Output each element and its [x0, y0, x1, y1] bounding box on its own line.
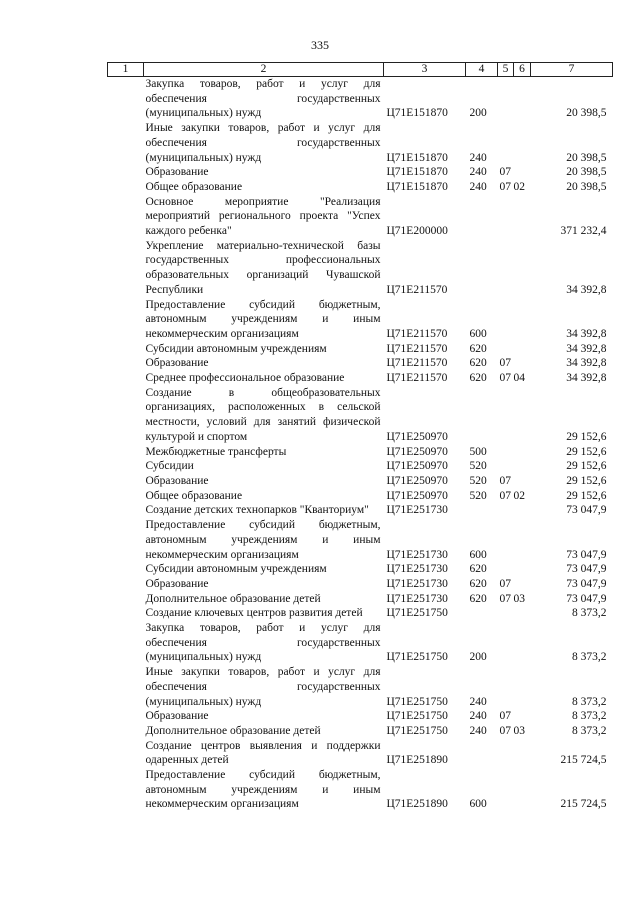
target-code: Ц71Е251730	[386, 548, 448, 561]
subsection-code	[514, 562, 531, 577]
blank-cell	[108, 356, 144, 371]
amount: 8 373,2	[572, 695, 607, 708]
table-row	[108, 298, 613, 342]
target-code: Ц71Е200000	[386, 225, 448, 238]
item-name: Иные закупки товаров, работ и услуг для обеспечения государственных (муниципальных) нужд	[145, 122, 381, 164]
item-name: Основное мероприятие "Реализация мероприятий регионального проекта "Успех каждого ребенка"	[145, 195, 381, 238]
target-code: Ц71Е251730	[386, 577, 448, 590]
expense-type: 620	[469, 357, 487, 370]
blank-cell	[108, 577, 144, 592]
table-row	[108, 709, 613, 724]
target-code: Ц71Е250970	[386, 445, 448, 458]
expense-type: 620	[469, 563, 487, 576]
target-code: Ц71Е211570	[386, 342, 448, 355]
amount: 215 724,5	[560, 798, 607, 811]
blank-cell	[108, 342, 144, 357]
expense-type: 620	[469, 592, 487, 605]
section-code	[498, 445, 514, 460]
subsection-code	[514, 621, 531, 665]
target-code: Ц71Е251730	[386, 504, 448, 517]
section-code	[498, 768, 514, 812]
table-row	[108, 606, 613, 621]
blank-cell	[108, 724, 144, 739]
amount: 8 373,2	[572, 607, 607, 620]
blank-cell	[108, 459, 144, 474]
expense-type	[466, 606, 498, 621]
subsection-code: 02	[513, 489, 525, 502]
header-col-3: 3	[384, 63, 466, 77]
amount: 20 398,5	[566, 107, 607, 120]
blank-cell	[108, 768, 144, 812]
amount: 29 152,6	[566, 474, 607, 487]
table-row	[108, 577, 613, 592]
table-body	[108, 77, 613, 813]
item-name: Субсидии	[145, 460, 194, 473]
table-row	[108, 356, 613, 371]
amount: 20 398,5	[566, 180, 607, 193]
item-name: Укрепление материально-технической базы государственных профессиональных образовательных организаций Чувашской Республики	[145, 239, 381, 296]
blank-cell	[108, 562, 144, 577]
target-code: Ц71Е151870	[386, 180, 448, 193]
subsection-code	[514, 121, 531, 165]
expense-type	[466, 195, 498, 239]
target-code: Ц71Е251730	[386, 563, 448, 576]
subsection-code	[514, 768, 531, 812]
section-code: 07	[499, 489, 511, 502]
subsection-code	[514, 195, 531, 239]
blank-cell	[108, 474, 144, 489]
section-code	[498, 562, 514, 577]
amount: 8 373,2	[572, 710, 607, 723]
blank-cell	[108, 606, 144, 621]
blank-cell	[108, 77, 144, 122]
table-row	[108, 562, 613, 577]
target-code: Ц71Е251890	[386, 798, 448, 811]
table-row	[108, 592, 613, 607]
section-code: 07	[499, 166, 511, 179]
item-name: Создание детских технопарков "Кванториум"	[145, 504, 369, 517]
blank-cell	[108, 121, 144, 165]
amount: 215 724,5	[560, 754, 607, 767]
section-code	[498, 121, 514, 165]
expense-type: 240	[469, 695, 487, 708]
subsection-code	[514, 165, 531, 180]
header-col-6: 6	[514, 63, 531, 77]
table-row	[108, 121, 613, 165]
subsection-code	[514, 474, 531, 489]
expense-type: 240	[469, 166, 487, 179]
subsection-code	[514, 503, 531, 518]
target-code: Ц71Е250970	[386, 430, 448, 443]
expense-type	[466, 739, 498, 768]
item-name: Иные закупки товаров, работ и услуг для обеспечения государственных (муниципальных) нужд	[145, 666, 381, 708]
section-code	[498, 386, 514, 445]
table-row	[108, 371, 613, 386]
item-name: Образование	[145, 577, 209, 590]
item-name: Предоставление субсидий бюджетным, автономным учреждениям и иным некоммерческим организациям	[145, 298, 381, 340]
amount: 34 392,8	[566, 342, 607, 355]
target-code: Ц71Е211570	[386, 372, 448, 385]
blank-cell	[108, 489, 144, 504]
table-row	[108, 503, 613, 518]
expense-type	[466, 386, 498, 445]
blank-cell	[108, 621, 144, 665]
subsection-code	[514, 577, 531, 592]
item-name: Дополнительное образование детей	[145, 724, 321, 737]
table-row	[108, 489, 613, 504]
table-row	[108, 621, 613, 665]
subsection-code	[514, 239, 531, 298]
amount: 73 047,9	[566, 563, 607, 576]
table-row	[108, 459, 613, 474]
amount: 73 047,9	[566, 548, 607, 561]
amount: 34 392,8	[566, 283, 607, 296]
section-code	[498, 606, 514, 621]
blank-cell	[108, 165, 144, 180]
table-row	[108, 665, 613, 709]
table-header	[108, 63, 613, 77]
target-code: Ц71Е151870	[386, 166, 448, 179]
subsection-code	[514, 518, 531, 562]
section-code: 07	[499, 577, 511, 590]
table-row	[108, 445, 613, 460]
table-row	[108, 768, 613, 812]
expense-type: 240	[469, 724, 487, 737]
subsection-code	[514, 356, 531, 371]
item-name: Среднее профессиональное образование	[145, 372, 345, 385]
amount: 8 373,2	[572, 651, 607, 664]
section-code	[498, 195, 514, 239]
section-code: 07	[499, 180, 511, 193]
amount: 73 047,9	[566, 504, 607, 517]
section-code: 07	[499, 474, 511, 487]
amount: 73 047,9	[566, 592, 607, 605]
subsection-code	[514, 709, 531, 724]
item-name: Создание ключевых центров развития детей	[145, 607, 363, 620]
target-code: Ц71Е211570	[386, 327, 448, 340]
subsection-code	[514, 77, 531, 122]
section-code	[498, 239, 514, 298]
header-col-4: 4	[466, 63, 498, 77]
section-code	[498, 665, 514, 709]
table-row	[108, 195, 613, 239]
expense-type: 200	[469, 651, 487, 664]
subsection-code	[514, 459, 531, 474]
item-name: Образование	[145, 166, 209, 179]
expense-type	[466, 239, 498, 298]
expense-type: 600	[469, 327, 487, 340]
target-code: Ц71Е251750	[386, 724, 448, 737]
blank-cell	[108, 445, 144, 460]
blank-cell	[108, 195, 144, 239]
subsection-code: 02	[513, 180, 525, 193]
table-row	[108, 239, 613, 298]
target-code: Ц71Е251730	[386, 592, 448, 605]
item-name: Предоставление субсидий бюджетным, автономным учреждениям и иным некоммерческим организациям	[145, 769, 381, 811]
target-code: Ц71Е251750	[386, 695, 448, 708]
expense-type: 240	[469, 151, 487, 164]
blank-cell	[108, 592, 144, 607]
target-code: Ц71Е151870	[386, 107, 448, 120]
table-row	[108, 724, 613, 739]
target-code: Ц71Е250970	[386, 460, 448, 473]
section-code	[498, 342, 514, 357]
blank-cell	[108, 739, 144, 768]
item-name: Закупка товаров, работ и услуг для обеспечения государственных (муниципальных) нужд	[145, 622, 381, 664]
table-row	[108, 739, 613, 768]
expense-type: 620	[469, 372, 487, 385]
subsection-code: 03	[513, 592, 525, 605]
amount: 371 232,4	[560, 225, 607, 238]
item-name: Образование	[145, 357, 209, 370]
table-row	[108, 386, 613, 445]
section-code	[498, 298, 514, 342]
section-code	[498, 459, 514, 474]
subsection-code: 03	[513, 724, 525, 737]
section-code: 07	[499, 710, 511, 723]
item-name: Образование	[145, 474, 209, 487]
expense-type: 620	[469, 342, 487, 355]
expense-type: 600	[469, 548, 487, 561]
subsection-code	[514, 386, 531, 445]
item-name: Создание в общеобразовательных организациях, расположенных в сельской местности, условий для занятий физической культурой и спортом	[145, 386, 381, 443]
amount: 29 152,6	[566, 460, 607, 473]
blank-cell	[108, 503, 144, 518]
amount: 29 152,6	[566, 430, 607, 443]
section-code: 07	[499, 724, 511, 737]
subsection-code	[514, 342, 531, 357]
table-row	[108, 474, 613, 489]
expense-type: 620	[469, 577, 487, 590]
blank-cell	[108, 709, 144, 724]
blank-cell	[108, 518, 144, 562]
subsection-code	[514, 606, 531, 621]
amount: 73 047,9	[566, 577, 607, 590]
subsection-code	[514, 739, 531, 768]
item-name: Межбюджетные трансферты	[145, 445, 287, 458]
subsection-code: 04	[513, 372, 525, 385]
target-code: Ц71Е211570	[386, 357, 448, 370]
table-row	[108, 518, 613, 562]
header-col-2: 2	[144, 63, 384, 77]
item-name: Дополнительное образование детей	[145, 592, 321, 605]
header-col-1: 1	[108, 63, 144, 77]
blank-cell	[108, 298, 144, 342]
blank-cell	[108, 665, 144, 709]
section-code	[498, 503, 514, 518]
item-name: Создание центров выявления и поддержки одаренных детей	[145, 739, 381, 767]
section-code	[498, 621, 514, 665]
expense-type: 240	[469, 180, 487, 193]
amount: 34 392,8	[566, 372, 607, 385]
blank-cell	[108, 371, 144, 386]
expense-type: 520	[469, 460, 487, 473]
expense-type: 500	[469, 445, 487, 458]
target-code: Ц71Е250970	[386, 474, 448, 487]
table-row	[108, 165, 613, 180]
amount: 29 152,6	[566, 445, 607, 458]
table-row	[108, 180, 613, 195]
table-row	[108, 342, 613, 357]
section-code	[498, 739, 514, 768]
amount: 8 373,2	[572, 724, 607, 737]
item-name: Предоставление субсидий бюджетным, автономным учреждениям и иным некоммерческим организациям	[145, 519, 381, 561]
amount: 20 398,5	[566, 151, 607, 164]
item-name: Общее образование	[145, 489, 243, 502]
target-code: Ц71Е211570	[386, 283, 448, 296]
amount: 34 392,8	[566, 357, 607, 370]
item-name: Образование	[145, 710, 209, 723]
item-name: Субсидии автономным учреждениям	[145, 563, 327, 576]
blank-cell	[108, 386, 144, 445]
expense-type: 520	[469, 474, 487, 487]
amount: 34 392,8	[566, 327, 607, 340]
target-code: Ц71Е151870	[386, 151, 448, 164]
target-code: Ц71Е250970	[386, 489, 448, 502]
subsection-code	[514, 665, 531, 709]
amount: 29 152,6	[566, 489, 607, 502]
expense-type: 520	[469, 489, 487, 502]
item-name: Общее образование	[145, 180, 243, 193]
header-col-7: 7	[531, 63, 613, 77]
section-code	[498, 518, 514, 562]
table-row	[108, 77, 613, 122]
expense-type: 200	[469, 107, 487, 120]
section-code: 07	[499, 592, 511, 605]
section-code	[498, 77, 514, 122]
budget-table	[107, 62, 613, 812]
section-code: 07	[499, 357, 511, 370]
item-name: Закупка товаров, работ и услуг для обеспечения государственных (муниципальных) нужд	[145, 78, 381, 120]
expense-type	[466, 503, 498, 518]
target-code: Ц71Е251750	[386, 607, 448, 620]
header-col-5: 5	[498, 63, 514, 77]
target-code: Ц71Е251750	[386, 710, 448, 723]
item-name: Субсидии автономным учреждениям	[145, 342, 327, 355]
section-code: 07	[499, 372, 511, 385]
subsection-code	[514, 445, 531, 460]
target-code: Ц71Е251750	[386, 651, 448, 664]
target-code: Ц71Е251890	[386, 754, 448, 767]
expense-type: 240	[469, 710, 487, 723]
expense-type: 600	[469, 798, 487, 811]
blank-cell	[108, 239, 144, 298]
page-number: 335	[311, 38, 329, 52]
amount: 20 398,5	[566, 166, 607, 179]
blank-cell	[108, 180, 144, 195]
subsection-code	[514, 298, 531, 342]
